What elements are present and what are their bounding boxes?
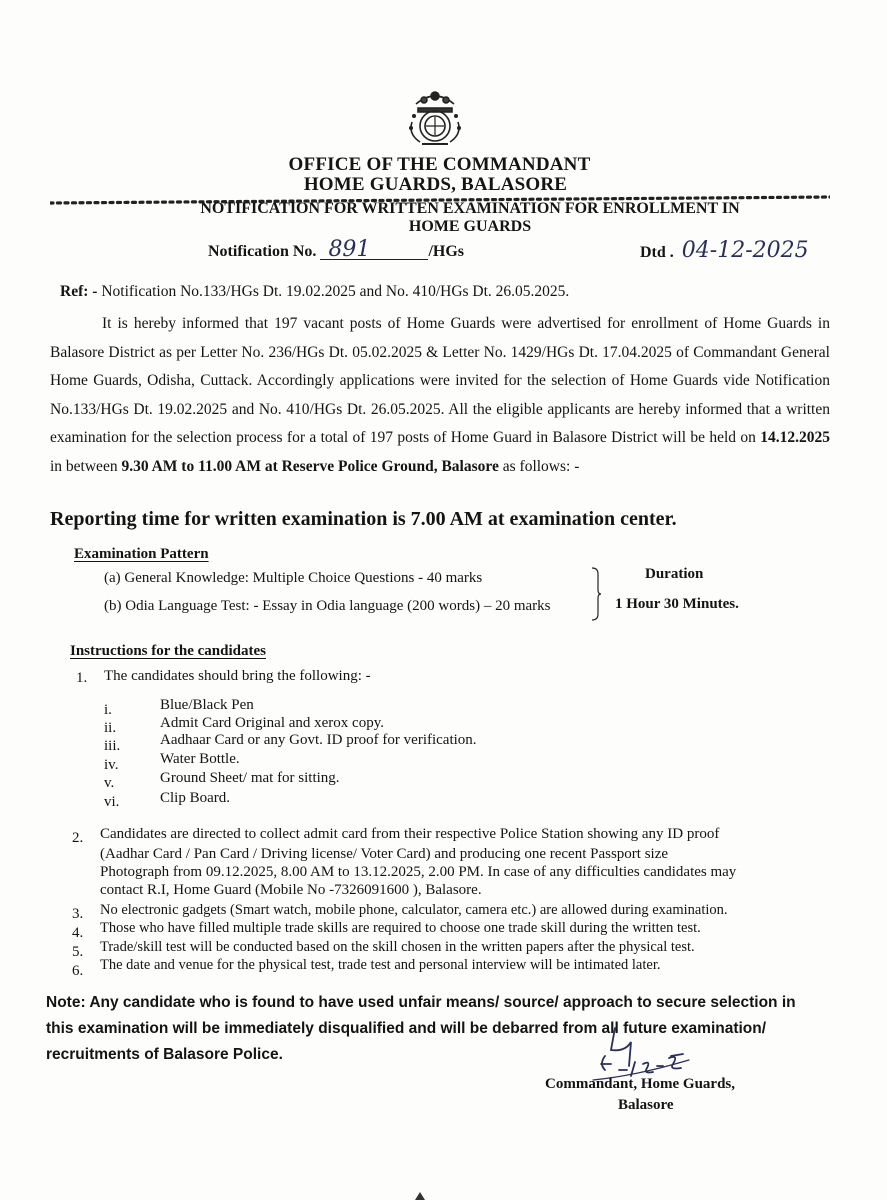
instruction-text: The candidates should bring the following: -: [104, 668, 371, 684]
ref-text: Notification No.133/HGs Dt. 19.02.2025 and No. 410/HGs Dt. 26.05.2025.: [101, 283, 570, 300]
state-emblem-icon: [402, 82, 468, 148]
reference-line: [60, 283, 569, 301]
instruction-number: 1.: [76, 670, 88, 686]
reporting-time: Reporting time for written examination is 7.00 AM at examination center.: [50, 508, 677, 530]
notification-date: [640, 238, 809, 263]
signatory-place: Balasore: [618, 1097, 674, 1113]
instruction-text: The date and venue for the physical test, trade test and personal interview will be intimated later.: [100, 957, 661, 973]
bring-item-number: vi.: [104, 794, 120, 810]
bring-item: Blue/Black Pen: [160, 697, 254, 713]
signatory-title: Commandant, Home Guards,: [545, 1076, 736, 1092]
exam-item-a: (a) General Knowledge: Multiple Choice Questions - 40 marks: [104, 570, 483, 586]
office-heading: OFFICE OF THE COMMANDANT: [288, 154, 591, 175]
instructions-heading: Instructions for the candidates: [70, 643, 266, 659]
bring-item: Aadhaar Card or any Govt. ID proof for verification.: [160, 732, 477, 748]
duration-value: 1 Hour 30 Minutes.: [615, 596, 739, 612]
instruction-text: contact R.I, Home Guard (Mobile No -7326091600 ), Balasore.: [100, 882, 482, 898]
bring-item-number: iv.: [104, 757, 119, 773]
page-mark-icon: [413, 1190, 427, 1200]
notification-title: [190, 200, 750, 236]
para-part-1: It is hereby informed that 197 vacant posts of Home Guards were advertised for enrollment of Home Guards in Balasore District as per Letter No. 236/HGs Dt. 05.02.2025 & Letter No. 1429/HGs Dt. 17.04.2025 of Commandant General Home Guards, Odisha, Cuttack. Accordingly applications were invited for the selection of Home Guards vide Notification No.133/HGs Dt. 19.02.2025 and No. 410/HGs Dt. 26.05.2025. All the eligible applicants are hereby informed that a written examination for the selection process for a total of 197 posts of Home Guard in Balasore District will be held on: [50, 315, 830, 446]
instruction-text: Those who have filled multiple trade skills are required to choose one trade skill during the written test.: [100, 920, 701, 936]
exam-pattern-heading: Examination Pattern: [74, 546, 209, 562]
exam-time-venue: 9.30 AM to 11.00 AM at Reserve Police Ground, Balasore: [121, 457, 499, 475]
instruction-text: Photograph from 09.12.2025, 8.00 AM to 13.12.2025, 2.00 PM. In case of any difficulties candidates may: [100, 864, 737, 880]
bring-item: Ground Sheet/ mat for sitting.: [160, 770, 340, 786]
main-paragraph: [50, 310, 830, 481]
instruction-number: 5.: [72, 944, 84, 960]
instruction-number: 3.: [72, 906, 84, 922]
ref-label: Ref: -: [60, 283, 98, 300]
date-label: Dtd .: [640, 244, 674, 261]
disqualification-note: Note: Any candidate who is found to have used unfair means/ source/ approach to secure selection in this examination will be immediately disqualified and will be debarred from all future examination/ recruitments of Balasore Police.: [46, 994, 796, 1063]
instruction-text: Candidates are directed to collect admit card from their respective Police Station showing any ID proof: [100, 826, 720, 842]
title-line-2: HOME GUARDS: [408, 218, 532, 235]
exam-date: 14.12.2025: [760, 429, 830, 446]
notification-label: Notification No.: [208, 243, 317, 260]
date-value: 04-12-2025: [681, 238, 809, 263]
instruction-number: 2.: [72, 830, 84, 846]
instruction-text: Trade/skill test will be conducted based on the skill chosen in the written papers after the physical test.: [100, 939, 695, 955]
instruction-text: (Aadhar Card / Pan Card / Driving license/ Voter Card) and producing one recent Passport size: [100, 846, 669, 862]
duration-label: Duration: [645, 566, 704, 582]
para-part-3: as follows: -: [498, 457, 580, 475]
notification-number-value: 891: [320, 241, 428, 260]
instruction-number: 6.: [72, 963, 84, 979]
notification-number: [208, 237, 464, 262]
org-heading: HOME GUARDS, BALASORE: [303, 174, 568, 195]
bring-item-number: iii.: [104, 738, 121, 754]
bring-item: Clip Board.: [160, 790, 230, 806]
bring-item-number: v.: [104, 775, 115, 791]
notification-suffix: /HGs: [428, 243, 464, 260]
exam-item-b: (b) Odia Language Test: - Essay in Odia language (200 words) – 20 marks: [104, 598, 551, 614]
bring-item-number: i.: [104, 702, 112, 718]
para-part-2: in between: [50, 457, 122, 475]
bring-item-number: ii.: [104, 720, 117, 736]
bracket-icon: [590, 566, 602, 622]
bring-item: Admit Card Original and xerox copy.: [160, 715, 384, 731]
instruction-number: 4.: [72, 925, 84, 941]
title-line-1: NOTIFICATION FOR WRITTEN EXAMINATION FOR ENROLLMENT IN: [200, 200, 740, 217]
bring-item: Water Bottle.: [160, 751, 240, 767]
instruction-text: No electronic gadgets (Smart watch, mobile phone, calculator, camera etc.) are allowed during examination.: [100, 902, 728, 918]
